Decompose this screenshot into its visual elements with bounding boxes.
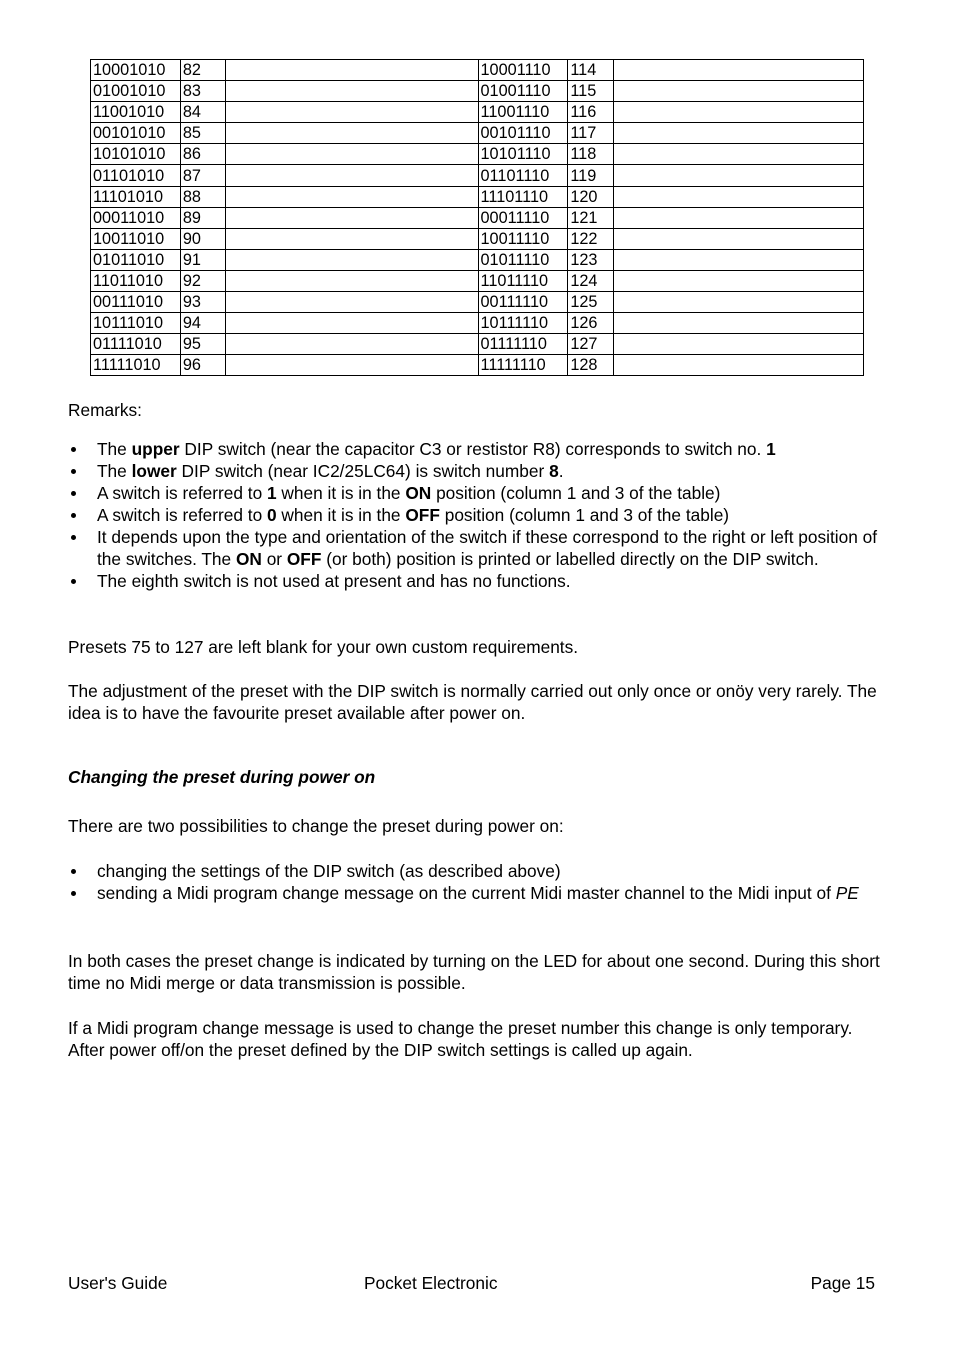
table-row — [91, 102, 864, 123]
table-cell: 10011010 — [91, 228, 181, 249]
table-row — [91, 144, 864, 165]
text-segment: The — [97, 461, 132, 481]
table-cell: 88 — [180, 186, 225, 207]
table-row — [91, 207, 864, 228]
section-heading: Changing the preset during power on — [68, 767, 376, 787]
adjustment-paragraph: The adjustment of the preset with the DIP switch is normally carried out only once or onöy very rarely. The idea is to have the favourite preset available after power on. — [68, 681, 877, 723]
table-cell: 10111110 — [478, 313, 568, 334]
remarks-title: Remarks: — [68, 400, 142, 420]
table-cell: 10101110 — [478, 144, 568, 165]
text-segment: when it is in the — [276, 505, 406, 525]
table-cell: 115 — [568, 81, 613, 102]
table-row — [91, 123, 864, 144]
bold-text: upper — [131, 439, 180, 459]
table-cell: 95 — [180, 334, 225, 355]
table-cell: 00011010 — [91, 207, 181, 228]
footer-left: User's Guide — [68, 1273, 168, 1293]
table-cell: 11011010 — [91, 270, 181, 291]
text-segment: (or both) position is printed or labelled directly on the DIP switch. — [321, 549, 819, 569]
table-cell: 123 — [568, 249, 613, 270]
table-cell: 01011010 — [91, 249, 181, 270]
option-item — [68, 860, 888, 882]
table-row — [91, 334, 864, 355]
table-cell: 00011110 — [478, 207, 568, 228]
table-cell: 85 — [180, 123, 225, 144]
table-cell — [226, 207, 478, 228]
table-cell: 10101010 — [91, 144, 181, 165]
options-list — [68, 860, 888, 904]
table-cell: 124 — [568, 270, 613, 291]
text-segment: A switch is referred to — [97, 505, 267, 525]
table-cell: 96 — [180, 355, 225, 376]
table-cell: 11101010 — [91, 186, 181, 207]
table-cell: 00111010 — [91, 292, 181, 313]
table-cell — [226, 144, 478, 165]
bold-text: 0 — [267, 505, 277, 525]
table-cell — [226, 165, 478, 186]
table-cell — [613, 123, 863, 144]
table-cell — [226, 249, 478, 270]
table-row — [91, 60, 864, 81]
table-cell: 89 — [180, 207, 225, 228]
text-segment: It depends upon the type and orientation of the switch if these correspond to the right or left position of the switches. The — [97, 527, 878, 569]
table-cell — [613, 186, 863, 207]
table-cell: 10111010 — [91, 313, 181, 334]
table-cell: 82 — [180, 60, 225, 81]
table-cell: 93 — [180, 292, 225, 313]
led-paragraph: In both cases the preset change is indicated by turning on the LED for about one second. During this short time no Midi merge or data transmission is possible. — [68, 951, 880, 993]
table-cell — [226, 334, 478, 355]
italic-text: PE — [835, 883, 859, 903]
table-cell — [613, 270, 863, 291]
table-cell — [613, 165, 863, 186]
table-cell: 117 — [568, 123, 613, 144]
table-cell: 00111110 — [478, 292, 568, 313]
temporary-paragraph: If a Midi program change message is used to change the preset number this change is only temporary. After power off/on the preset defined by the DIP switch settings is called up again. — [68, 1018, 853, 1060]
table-cell: 00101010 — [91, 123, 181, 144]
text-segment: sending a Midi program change message on the current Midi master channel to the Midi input of — [97, 883, 836, 903]
table-cell: 126 — [568, 313, 613, 334]
text-segment: when it is in the — [276, 483, 406, 503]
table-cell — [226, 102, 478, 123]
text-segment: A switch is referred to — [97, 483, 267, 503]
table-cell — [613, 144, 863, 165]
table-cell — [613, 355, 863, 376]
text-segment: . — [558, 461, 564, 481]
table-cell — [226, 60, 478, 81]
remark-item — [68, 526, 888, 570]
table-cell — [226, 81, 478, 102]
bold-text: OFF — [286, 549, 322, 569]
table-cell — [226, 228, 478, 249]
table-row — [91, 81, 864, 102]
bold-text: 1 — [766, 439, 776, 459]
table-cell — [613, 313, 863, 334]
table-cell: 01101110 — [478, 165, 568, 186]
table-cell: 11011110 — [478, 270, 568, 291]
table-cell — [613, 334, 863, 355]
bold-text: lower — [131, 461, 177, 481]
table-cell: 87 — [180, 165, 225, 186]
table-cell: 83 — [180, 81, 225, 102]
bold-text: ON — [405, 483, 432, 503]
table-cell: 10011110 — [478, 228, 568, 249]
remark-item — [68, 482, 888, 504]
remark-item — [68, 570, 888, 592]
text-segment: DIP switch (near the capacitor C3 or restistor R8) corresponds to switch no. — [179, 439, 767, 459]
table-cell — [613, 207, 863, 228]
presets-paragraph: Presets 75 to 127 are left blank for your own custom requirements. — [68, 637, 579, 657]
table-cell: 128 — [568, 355, 613, 376]
table-cell — [613, 228, 863, 249]
table-row — [91, 228, 864, 249]
table-cell: 84 — [180, 102, 225, 123]
table-cell: 119 — [568, 165, 613, 186]
footer-center: Pocket Electronic — [364, 1273, 498, 1293]
table-cell: 90 — [180, 228, 225, 249]
table-cell: 11001110 — [478, 102, 568, 123]
table-cell — [226, 123, 478, 144]
table-cell: 10001110 — [478, 60, 568, 81]
table-cell: 11111010 — [91, 355, 181, 376]
remarks-list — [68, 438, 888, 592]
table-cell: 94 — [180, 313, 225, 334]
text-segment: or — [261, 549, 287, 569]
table-row — [91, 355, 864, 376]
table-cell — [226, 292, 478, 313]
table-cell: 11001010 — [91, 102, 181, 123]
table-cell: 01101010 — [91, 165, 181, 186]
table-cell: 91 — [180, 249, 225, 270]
text-segment: DIP switch (near IC2/25LC64) is switch number — [176, 461, 550, 481]
table-cell — [226, 313, 478, 334]
table-cell: 114 — [568, 60, 613, 81]
table-row — [91, 249, 864, 270]
table-cell: 11111110 — [478, 355, 568, 376]
bold-text: OFF — [405, 505, 440, 525]
table-cell: 01111110 — [478, 334, 568, 355]
table-cell: 120 — [568, 186, 613, 207]
footer-right: Page 15 — [810, 1273, 875, 1293]
table-cell: 10001010 — [91, 60, 181, 81]
text-segment: position (column 1 and 3 of the table) — [431, 483, 721, 503]
table-row — [91, 313, 864, 334]
table-cell: 11101110 — [478, 186, 568, 207]
table-cell: 01001110 — [478, 81, 568, 102]
preset-table — [90, 59, 864, 376]
table-cell — [613, 81, 863, 102]
text-segment: changing the settings of the DIP switch (as described above) — [97, 861, 561, 881]
table-cell — [226, 270, 478, 291]
table-cell: 127 — [568, 334, 613, 355]
preset-table-body — [91, 60, 864, 376]
table-cell: 01111010 — [91, 334, 181, 355]
bold-text: 8 — [549, 461, 559, 481]
table-cell: 92 — [180, 270, 225, 291]
option-item — [68, 882, 888, 904]
table-cell: 116 — [568, 102, 613, 123]
table-row — [91, 186, 864, 207]
table-cell — [613, 249, 863, 270]
table-cell: 00101110 — [478, 123, 568, 144]
text-segment: The eighth switch is not used at present and has no functions. — [97, 571, 571, 591]
table-cell — [226, 186, 478, 207]
table-row — [91, 270, 864, 291]
table-row — [91, 165, 864, 186]
table-cell: 121 — [568, 207, 613, 228]
table-cell — [226, 355, 478, 376]
table-cell: 125 — [568, 292, 613, 313]
remark-item — [68, 438, 888, 460]
table-cell — [613, 102, 863, 123]
text-segment: position (column 1 and 3 of the table) — [439, 505, 730, 525]
possibilities-paragraph: There are two possibilities to change the preset during power on: — [68, 816, 564, 836]
table-cell: 01001010 — [91, 81, 181, 102]
text-segment: The — [97, 439, 132, 459]
bold-text: ON — [235, 549, 262, 569]
table-cell — [613, 60, 863, 81]
bold-text: 1 — [267, 483, 277, 503]
remark-item — [68, 460, 888, 482]
table-cell: 86 — [180, 144, 225, 165]
table-cell — [613, 292, 863, 313]
table-cell: 118 — [568, 144, 613, 165]
table-cell: 122 — [568, 228, 613, 249]
table-cell: 01011110 — [478, 249, 568, 270]
table-row — [91, 292, 864, 313]
remark-item — [68, 504, 888, 526]
